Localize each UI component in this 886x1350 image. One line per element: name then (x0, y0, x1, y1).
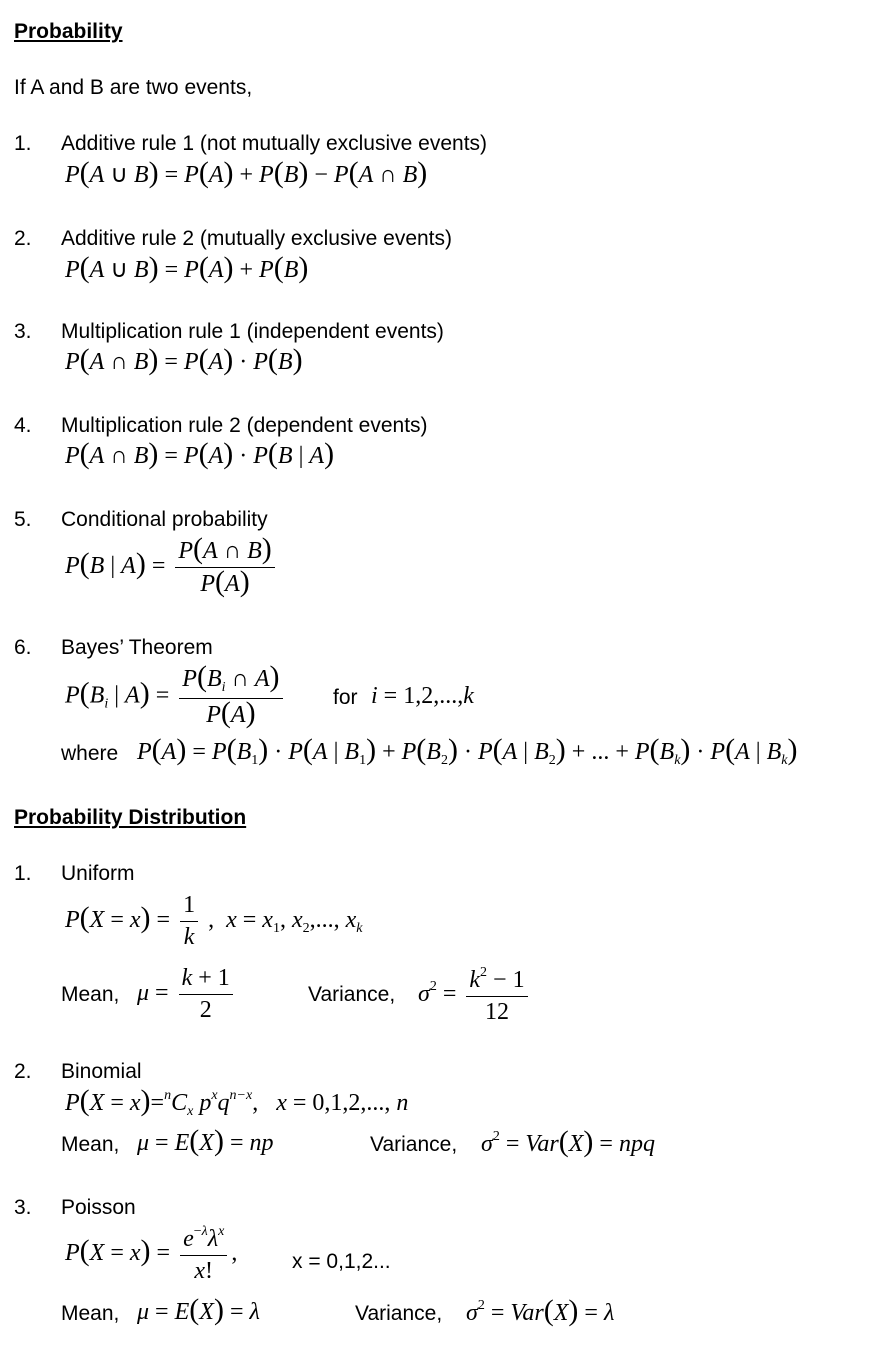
binomial-mean-formula: μ = E(X) = np (137, 1124, 274, 1157)
binomial-mean-label: Mean, (61, 1133, 120, 1156)
binomial-pmf: $P(X = x)=^nC_x$ $p^xq^{n-x}$, x = 0,1,2,..., n (65, 1084, 409, 1119)
dist-2-number: 2. (14, 1060, 32, 1083)
rule-1-number: 1. (14, 132, 32, 155)
dist-3-number: 3. (14, 1196, 32, 1219)
rule-6-number: 6. (14, 636, 32, 659)
poisson-variance-label: Variance, (355, 1302, 443, 1325)
rule-6-range: i = 1,2,...,k (371, 683, 474, 709)
rule-6-formula: $P(B_i$ | A) = $\frac{P(B_i \cap A)}{P(A)}$ (65, 665, 287, 729)
rule-4-title: Multiplication rule 2 (dependent events) (61, 414, 428, 437)
rule-2-title: Additive rule 2 (mutually exclusive events) (61, 227, 453, 250)
rule-3-formula: P(A ∩ B) = P(A) · P(B) (65, 343, 303, 376)
rule-5-formula: P(B | A) = $\frac{P(A \cap B)}{P(A)}$ (65, 537, 279, 598)
rule-2-number: 2. (14, 227, 32, 250)
rule-3-title: Multiplication rule 1 (independent events) (61, 320, 444, 343)
rule-6-where-label: where (61, 742, 119, 765)
binomial-variance-label: Variance, (370, 1133, 458, 1156)
rule-3-number: 3. (14, 320, 32, 343)
poisson-variance-formula: $\sigma^2 = Var(X) = \lambda$ (466, 1294, 615, 1327)
rule-5-title: Conditional probability (61, 508, 268, 531)
dist-1-title: Uniform (61, 862, 135, 885)
poisson-range: x = 0,1,2... (292, 1250, 391, 1273)
uniform-pmf: P(X = x) = $\frac{1}{k}$ , $x = x_1$, $x_2$,..., $x_k$ (65, 892, 363, 950)
dist-1-number: 1. (14, 862, 32, 885)
dist-3-title: Poisson (61, 1196, 136, 1219)
rule-5-number: 5. (14, 508, 32, 531)
rule-6-for-label: for (333, 686, 358, 709)
probability-heading: Probability (14, 20, 123, 43)
rule-2-formula: P(A ∪ B) = P(A) + P(B) (65, 251, 309, 284)
distribution-heading: Probability Distribution (14, 806, 247, 829)
uniform-mean-label: Mean, (61, 983, 120, 1006)
rule-4-number: 4. (14, 414, 32, 437)
rule-1-title: Additive rule 1 (not mutually exclusive events) (61, 132, 488, 155)
poisson-mean-formula: μ = E(X) = λ (137, 1293, 260, 1326)
uniform-mean-formula: μ = $\frac{k + 1}{2}$ (137, 965, 237, 1024)
rule-4-formula: P(A ∩ B) = P(A) · P(B | A) (65, 437, 335, 470)
intro-text: If A and B are two events, (14, 76, 253, 99)
binomial-variance-formula: $\sigma^2 = Var(X)$ = npq (481, 1125, 655, 1158)
dist-2-title: Binomial (61, 1060, 142, 1083)
uniform-variance-label: Variance, (308, 983, 396, 1006)
rule-1-formula: P(A ∪ B) = P(A) + P(B) − P(A ∩ B) (65, 156, 428, 189)
poisson-pmf: P(X = x) = $\frac{e^{-\lambda}\lambda^x}{x!}$ , (65, 1224, 238, 1284)
rule-6-total-probability: $P(A) = P(B_1) \cdot P(A$ | $B_1) + P(B_2) \cdot P(A$ | $B_2$) + ... + $P(B_k) \cdot P(A$ | $B_k$) (137, 733, 798, 768)
uniform-variance-formula: $\sigma^2$ = $\frac{k^2 - 1}{12}$ (418, 965, 532, 1026)
rule-6-title: Bayes’ Theorem (61, 636, 213, 659)
poisson-mean-label: Mean, (61, 1302, 120, 1325)
